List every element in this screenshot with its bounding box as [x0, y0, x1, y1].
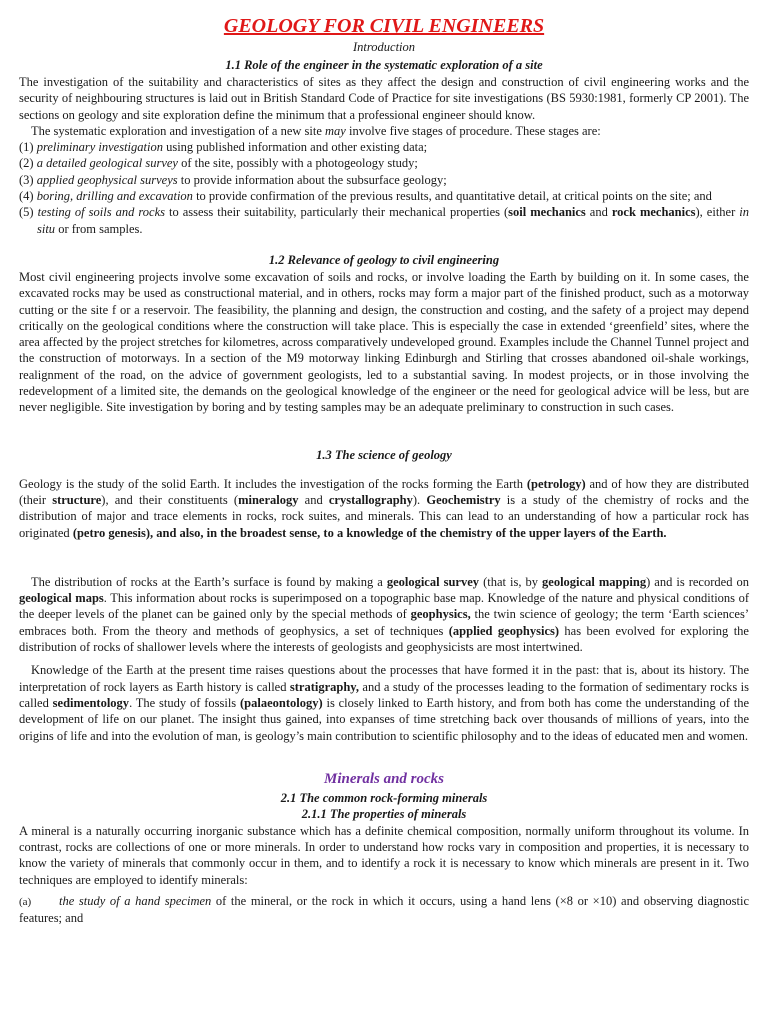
- technique-item-a: (a) the study of a hand specimen of the mineral, or the rock in which it occurs, using a hand lens (×8 or ×10) and observing diagnostic features; and: [19, 893, 749, 926]
- introduction-label: Introduction: [352, 40, 416, 54]
- section-2-1-1-paragraph: A mineral is a naturally occurring inorganic substance which has a definite chemical composition, normally uniform throughout its volume. In contrast, rocks are collections of one or more minerals. In order to understand how rocks vary in composition and properties, it is necessary to know the variety of minerals that commonly occur in them, and to identify a rock it is necessary to know which minerals are present in it. Two techniques are employed to identify minerals:: [19, 823, 749, 887]
- stage-item: (5) testing of soils and rocks to assess their suitability, particularly their mechanical properties (soil mechanics and rock mechanics), either in situ or from samples.: [19, 205, 749, 236]
- minerals-and-rocks-heading: Minerals and rocks: [323, 770, 445, 787]
- stages-list: [19, 139, 749, 237]
- section-1-1-heading: 1.1 Role of the engineer in the systematic exploration of a site: [225, 58, 543, 72]
- section-1-1-paragraph-2: The systematic exploration and investigation of a new site may involve five stages of procedure. These stages are:: [31, 123, 601, 138]
- section-1-1-paragraph-1: The investigation of the suitability and characteristics of sites as they affect the design and construction of civil engineering works and the security of neighbouring structures is laid out in British Standard Code of Practice for site investigations (BS 5930:1981, formerly CP 2001). The sections on geology and site exploration define the minimum that a professional engineer should know.: [19, 75, 749, 122]
- section-1-3-paragraph-2: The distribution of rocks at the Earth’s surface is found by making a geological survey (that is, by geological mapping) and is recorded on geological maps. This information about rocks is superimposed on a topographic base map. Knowledge of the nature and physical conditions of the deeper levels of the planet can be gained only by the special methods of geophysics, the twin science of geology; the term ‘Earth sciences’ embraces both. From the theory and methods of geophysics, a set of techniques (applied geophysics) has been evolved for exploring the distribution of rocks of shallower levels where the interests of geologists and geophysicists are most intertwined.: [19, 574, 749, 655]
- stage-item: (1) preliminary investigation using published information and other existing data;: [19, 140, 428, 155]
- section-1-2-paragraph: Most civil engineering projects involve some excavation of soils and rocks, or involve loading the Earth by building on it. In some cases, the excavated rocks may be used as constructional material, and in others, rocks may form a major part of the finished product, such as a motorway cutting or the site f or a reservoir. The feasibility, the planning and design, the construction and costing, and the safety of a project may depend critically on the geological conditions where the construction will take place. This is especially the case in extended ‘greenfield’ sites, where the area affected by the project stretches for kilometres, across comparatively undeveloped ground. Examples include the Channel Tunnel project and the construction of motorways. In a section of the M9 motorway linking Edinburgh and Stirling that crosses abandoned oil-shale workings, realignment of the road, on the advice of government geologists, led to a substantial saving. In modest projects, or in those involving the redevelopment of a limited site, the demands on the geological knowledge of the engineer or the need for geological advice will be less, but are never negligible. Site investigation by boring and by testing samples may be an adequate preliminary to construction in such cases.: [19, 269, 749, 415]
- stage-item: (2) a detailed geological survey of the site, possibly with a photogeology study;: [19, 156, 418, 171]
- section-1-3-paragraph-1: Geology is the study of the solid Earth. It includes the investigation of the rocks forming the Earth (petrology) and of how they are distributed (their structure), and their constituents (mineralogy and crystallography). Geochemistry is a study of the chemistry of rocks and the distribution of major and trace elements in rocks, rock suites, and minerals. This can lead to an understanding of how a particular rock has originated (petro genesis), and also, in the broadest sense, to a knowledge of the chemistry of the upper layers of the Earth.: [19, 476, 749, 540]
- stage-item: (3) applied geophysical surveys to provide information about the subsurface geology;: [19, 172, 447, 187]
- document-page: [19, 14, 749, 927]
- document-title: GEOLOGY FOR CIVIL ENGINEERS: [223, 15, 545, 37]
- section-1-3-paragraph-3: Knowledge of the Earth at the present time raises questions about the processes that have formed it in the past: that is, about its history. The interpretation of rock layers as Earth history is called stratigraphy, and a study of the processes leading to the formation of sedimentary rocks is called sedimentology. The study of fossils (palaeontology) is closely linked to Earth history, and from both has come the understanding of the development of life on our planet. The insight thus gained, into expanses of time stretching back over thousands of millions of years, into the origins of life and into the evolution of man, is geology’s main contribution to scientific philosophy and to the ideas of educated men and women.: [19, 663, 750, 743]
- section-1-2-heading: 1.2 Relevance of geology to civil engineering: [268, 252, 500, 267]
- section-1-3-heading: 1.3 The science of geology: [316, 447, 452, 462]
- section-2-1-1-heading: 2.1.1 The properties of minerals: [301, 806, 467, 821]
- stage-item: (4) boring, drilling and excavation to provide confirmation of the previous results, and quantitative detail, at critical points on the site; and: [19, 189, 712, 204]
- section-2-1-heading: 2.1 The common rock-forming minerals: [280, 790, 488, 805]
